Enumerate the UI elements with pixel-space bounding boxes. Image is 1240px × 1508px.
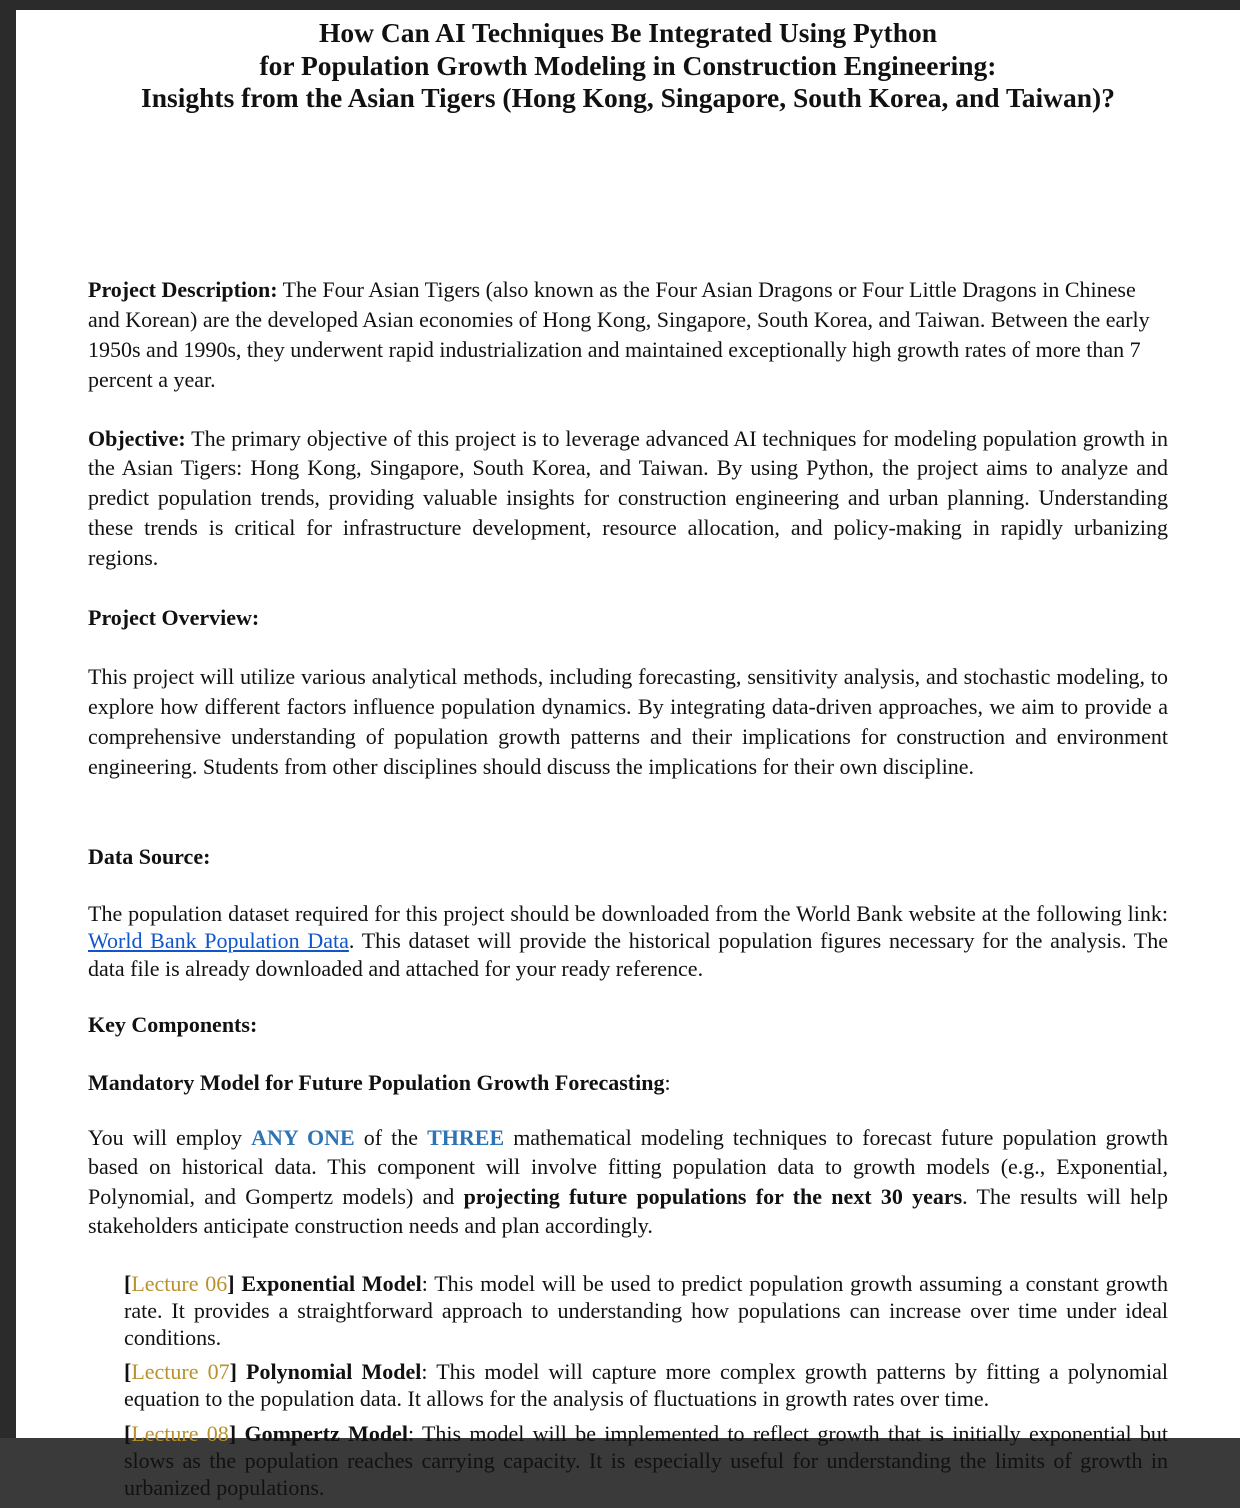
data-source-text-before: The population dataset required for this project should be downloaded from the World Bank website at the following link: bbox=[88, 901, 1168, 926]
three-emphasis: THREE bbox=[427, 1125, 504, 1150]
lecture-item-polynomial: [Lecture 07] Polynomial Model: This model will capture more complex growth patterns by fitting a polynomial equation to the population data. It allows for the analysis of fluctuations in growth rates over time. bbox=[124, 1358, 1168, 1412]
lecture-item-gompertz: [Lecture 08] Gompertz Model: This model will be implemented to reflect growth that is initially exponential but slows as the population reaches carrying capacity. It is especially useful for understanding the limits of growth in urbanized populations. bbox=[124, 1420, 1168, 1502]
lecture-07-label: Lecture 07 bbox=[131, 1359, 229, 1384]
exponential-model-name: Exponential Model bbox=[241, 1271, 421, 1296]
title-line-2: for Population Growth Modeling in Construction Engineering: bbox=[16, 50, 1240, 83]
employ-text-4: . The results will help stakeholders anticipate construction needs and plan accordingly. bbox=[88, 1184, 1168, 1239]
employ-text-1: You will employ bbox=[88, 1125, 251, 1150]
projection-emphasis: projecting future populations for the next 30 years bbox=[464, 1184, 963, 1209]
data-source-text-after: . This dataset will provide the historical population figures necessary for the analysis. The data file is already downloaded and attached for your ready reference. bbox=[88, 928, 1168, 981]
polynomial-model-name: Polynomial Model bbox=[246, 1359, 421, 1384]
lecture-models-list bbox=[124, 1270, 1168, 1508]
objective-paragraph bbox=[88, 424, 1168, 573]
gompertz-model-name: Gompertz Model bbox=[244, 1421, 407, 1446]
world-bank-data-link[interactable]: World Bank Population Data bbox=[88, 928, 349, 953]
document-page bbox=[16, 10, 1240, 1438]
employ-text-2: of the bbox=[355, 1125, 427, 1150]
mandatory-model-paragraph bbox=[88, 1123, 1168, 1241]
key-components-heading: Key Components: bbox=[88, 1010, 257, 1040]
project-overview-heading: Project Overview: bbox=[88, 603, 259, 633]
objective-text: The primary objective of this project is to leverage advanced AI techniques for modeling population growth in the Asian Tigers: Hong Kong, Singapore, South Korea, and Taiwan. By using Python, the project aims to analyze and predict population trends, providing valuable insights for construction engineering and urban planning. Understanding these trends is critical for infrastructure development, resource allocation, and policy-making in rapidly urbanizing regions. bbox=[88, 426, 1168, 570]
gompertz-model-text: : This model will be implemented to reflect growth that is initially exponential but slows as the population reaches carrying capacity. It is especially useful for understanding the limits of growth in urbanized populations. bbox=[124, 1421, 1168, 1500]
any-one-emphasis: ANY ONE bbox=[251, 1125, 355, 1150]
mandatory-model-heading-colon: : bbox=[664, 1070, 670, 1095]
objective-label: Objective: bbox=[88, 426, 186, 451]
viewer-top-bar bbox=[0, 0, 1240, 10]
lecture-06-label: Lecture 06 bbox=[131, 1271, 227, 1296]
exponential-model-text: : This model will be used to predict population growth assuming a constant growth rate. It provides a straightforward approach to understanding how populations can increase over time under ideal conditions. bbox=[124, 1271, 1168, 1350]
mandatory-model-heading bbox=[88, 1068, 671, 1098]
lecture-08-label: Lecture 08 bbox=[131, 1421, 228, 1446]
page-title bbox=[16, 17, 1240, 115]
project-description-text: The Four Asian Tigers (also known as the Four Asian Dragons or Four Little Dragons in Chinese and Korean) are the developed Asian economies of Hong Kong, Singapore, South Korea, and Taiwan. Between the early 1950s and 1990s, they underwent rapid industrialization and maintained exceptionally high growth rates of more than 7 percent a year. bbox=[88, 277, 1150, 392]
employ-text-3: mathematical modeling techniques to forecast future population growth based on historical data. This component will involve fitting population data to growth models (e.g., Exponential, Polynomial, and Gompertz models) and bbox=[88, 1125, 1168, 1209]
project-description-paragraph bbox=[88, 275, 1168, 395]
project-overview-paragraph: This project will utilize various analytical methods, including forecasting, sensitivity analysis, and stochastic modeling, to explore how different factors influence population dynamics. By integrating data-driven approaches, we aim to provide a comprehensive understanding of population growth patterns and their implications for construction and environment engineering. Students from other disciplines should discuss the implications for their own discipline. bbox=[88, 662, 1168, 782]
title-line-1: How Can AI Techniques Be Integrated Using Python bbox=[16, 17, 1240, 50]
data-source-paragraph bbox=[88, 900, 1168, 983]
viewer-left-bar bbox=[0, 0, 16, 1438]
lecture-item-exponential: [Lecture 06] Exponential Model: This model will be used to predict population growth assuming a constant growth rate. It provides a straightforward approach to understanding how populations can increase over time under ideal conditions. bbox=[124, 1270, 1168, 1352]
mandatory-model-heading-text: Mandatory Model for Future Population Growth Forecasting bbox=[88, 1070, 664, 1095]
title-line-3: Insights from the Asian Tigers (Hong Kong, Singapore, South Korea, and Taiwan)? bbox=[16, 82, 1240, 115]
project-description-label: Project Description: bbox=[88, 277, 278, 302]
data-source-heading: Data Source: bbox=[88, 842, 210, 872]
polynomial-model-text: : This model will capture more complex growth patterns by fitting a polynomial equation to the population data. It allows for the analysis of fluctuations in growth rates over time. bbox=[124, 1359, 1168, 1411]
